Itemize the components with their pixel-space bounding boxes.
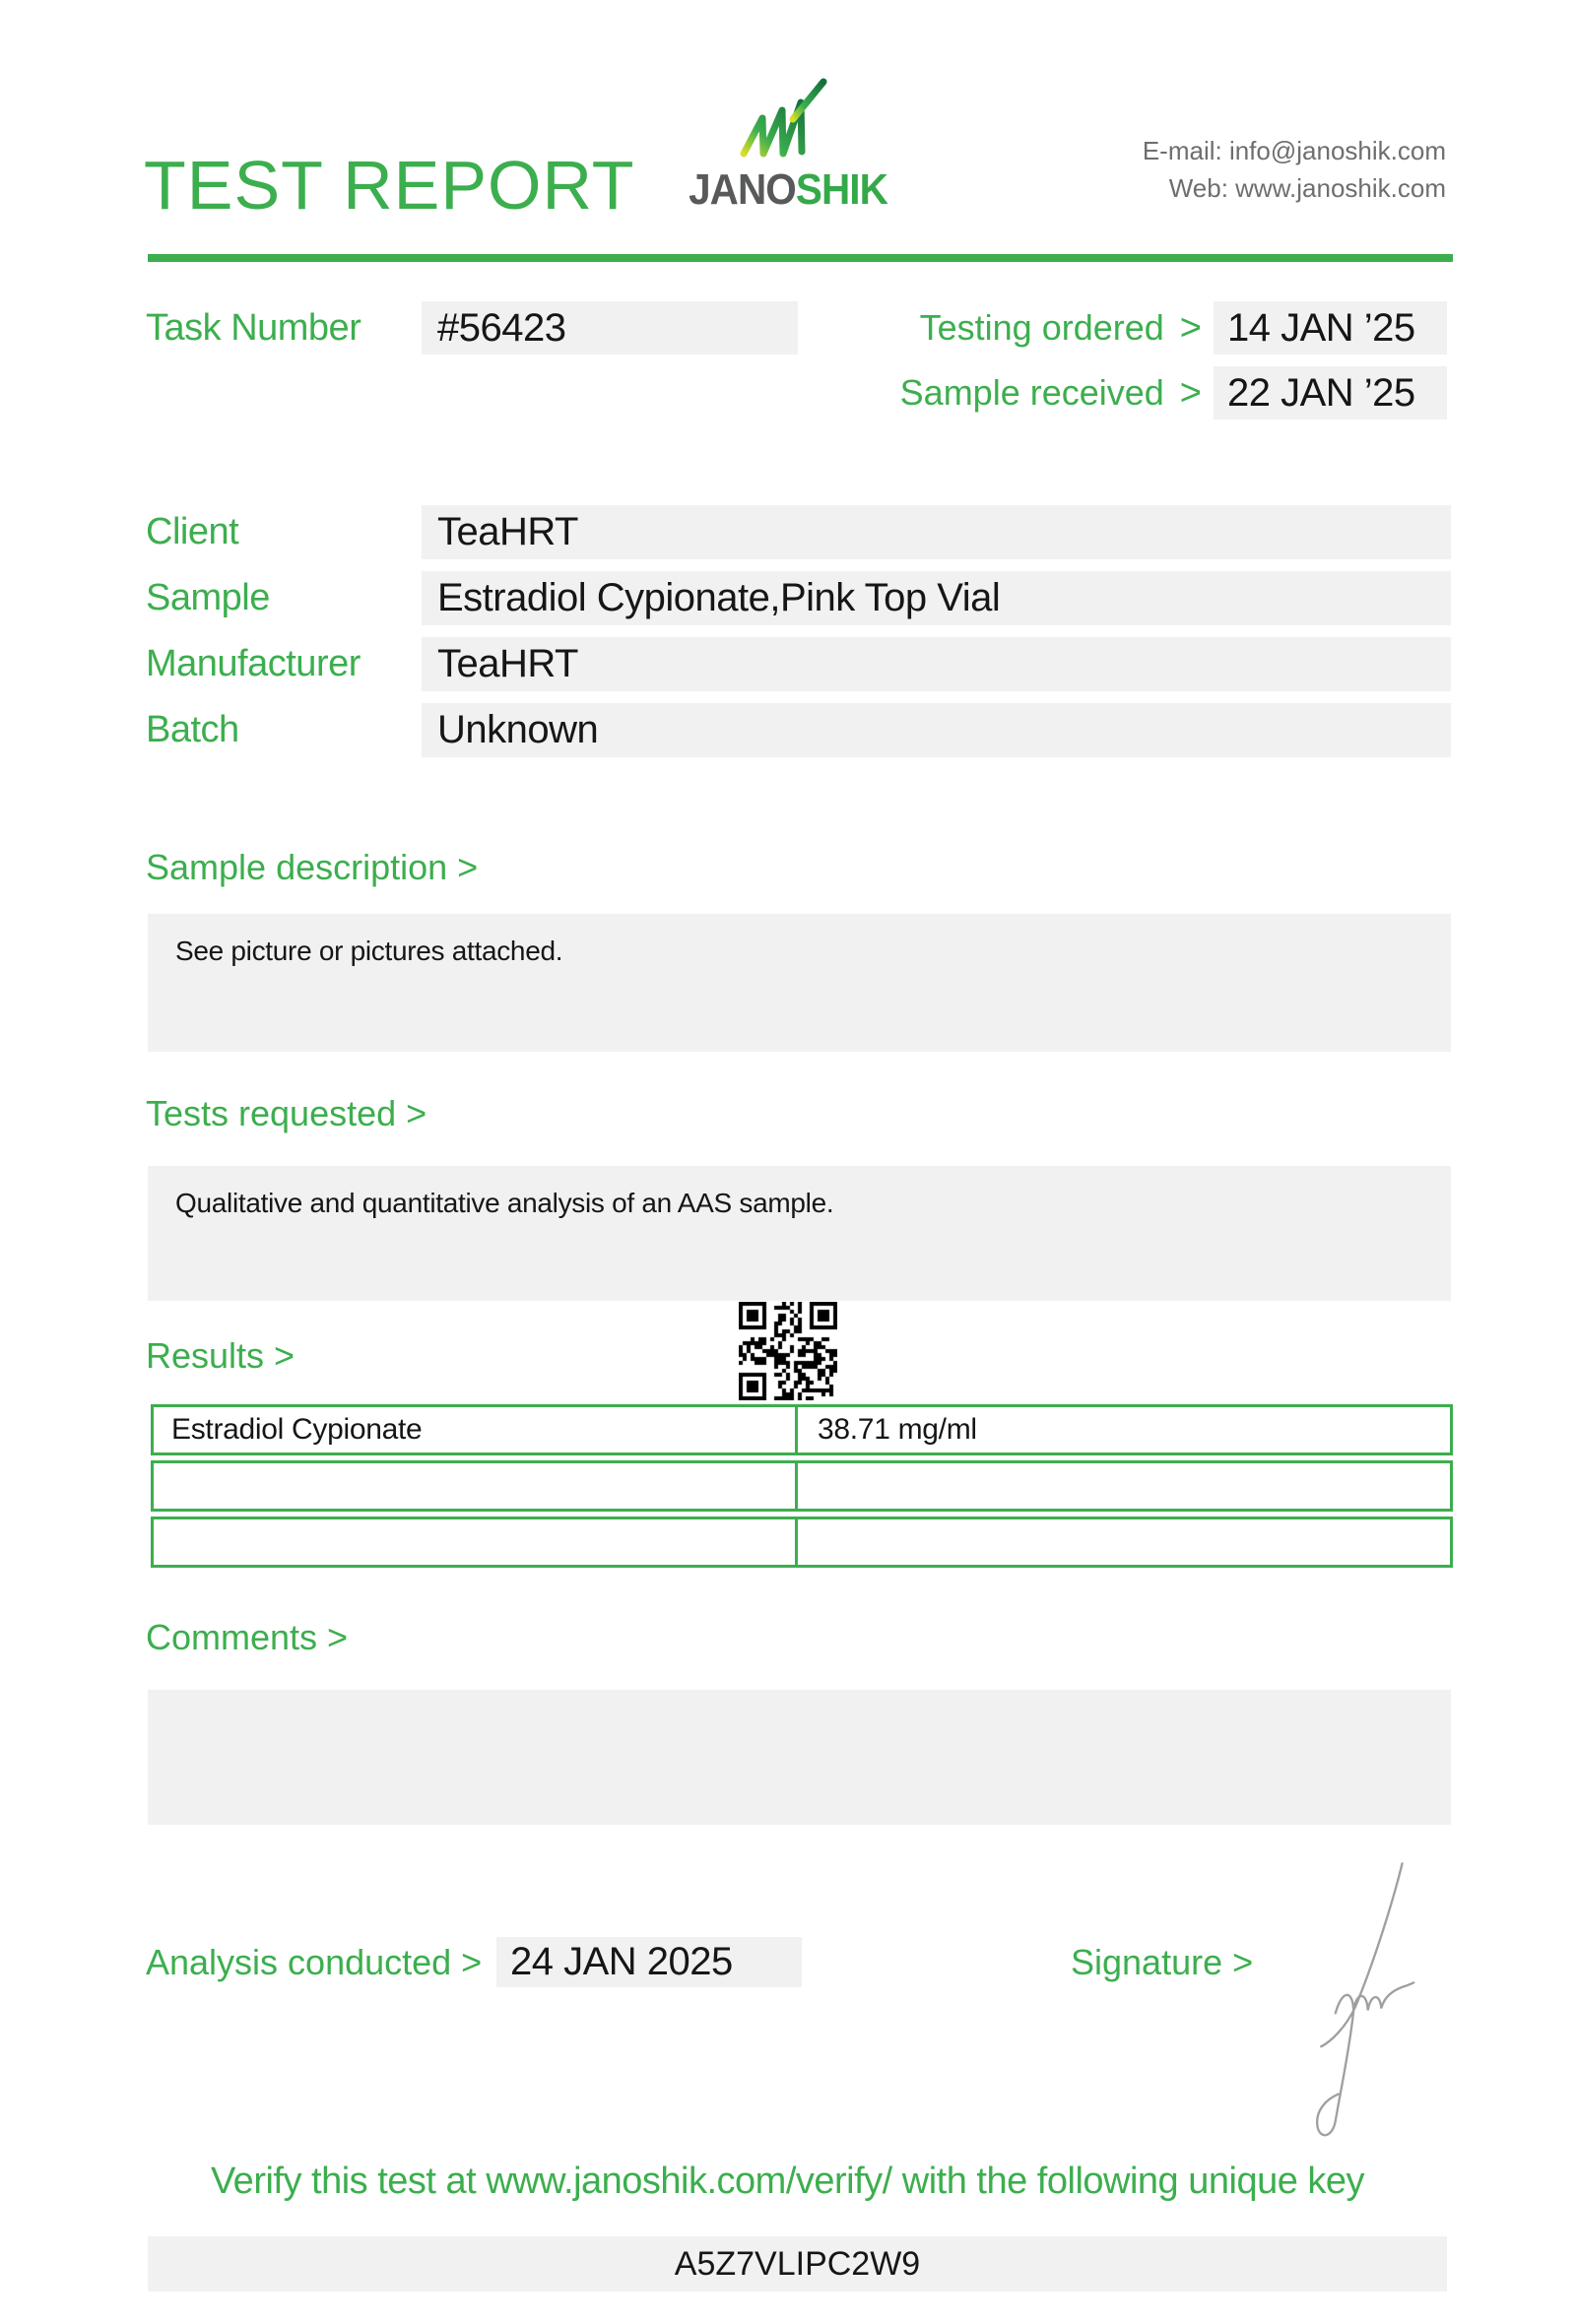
results-table — [151, 1404, 1453, 1573]
client-value: TeaHRT — [422, 505, 1451, 559]
testing-ordered-row — [920, 301, 1447, 355]
unique-key: A5Z7VLIPC2W9 — [148, 2236, 1447, 2292]
wordmark-shik: SHIK — [795, 165, 887, 214]
table-row — [151, 1460, 1453, 1512]
manufacturer-label: Manufacturer — [146, 643, 361, 684]
table-row — [151, 1517, 1453, 1568]
janoshik-wordmark — [689, 165, 887, 215]
comments-heading: Comments > — [146, 1617, 349, 1657]
sample-value: Estradiol Cypionate,Pink Top Vial — [422, 571, 1451, 625]
task-number-value: #56423 — [422, 301, 798, 355]
signature-image — [1280, 1846, 1438, 2142]
analyte-cell: Estradiol Cypionate — [154, 1407, 798, 1452]
client-label: Client — [146, 511, 239, 552]
analysis-conducted-label: Analysis conducted > — [146, 1941, 483, 1982]
contact-info — [1143, 132, 1446, 207]
testing-ordered-arrow: > — [1179, 306, 1202, 349]
analyte-cell — [154, 1519, 798, 1565]
sample-description-heading: Sample description > — [146, 847, 479, 887]
tests-requested-body: Qualitative and quantitative analysis of an AAS sample. — [148, 1166, 1451, 1301]
verify-instructions: Verify this test at www.janoshik.com/verify/ with the following unique key — [210, 2161, 1365, 2202]
testing-ordered-date: 14 JAN ’25 — [1214, 301, 1447, 355]
batch-label: Batch — [146, 709, 239, 750]
sample-received-date: 22 JAN ’25 — [1214, 366, 1447, 420]
batch-value: Unknown — [422, 703, 1451, 757]
signature-label: Signature > — [1071, 1941, 1254, 1982]
page-title: TEST REPORT — [144, 147, 635, 224]
header-divider — [148, 254, 1453, 262]
sample-received-label: Sample received — [899, 372, 1164, 413]
tests-requested-heading: Tests requested > — [146, 1093, 427, 1133]
manufacturer-value: TeaHRT — [422, 637, 1451, 691]
wordmark-jano: JANO — [689, 165, 796, 214]
result-cell: 38.71 mg/ml — [818, 1413, 977, 1446]
results-heading: Results > — [146, 1335, 296, 1376]
comments-body — [148, 1690, 1451, 1825]
sample-received-row — [900, 366, 1447, 420]
contact-web: Web: www.janoshik.com — [1168, 173, 1446, 203]
janoshik-logo-icon — [737, 75, 835, 161]
task-number-label: Task Number — [146, 306, 361, 349]
sample-received-arrow: > — [1179, 371, 1202, 414]
sample-description-body: See picture or pictures attached. — [148, 914, 1451, 1052]
contact-email: E-mail: info@janoshik.com — [1142, 136, 1446, 165]
table-row — [151, 1404, 1453, 1455]
analyte-cell — [154, 1463, 798, 1509]
analysis-conducted-date: 24 JAN 2025 — [496, 1937, 802, 1987]
qr-code — [739, 1302, 837, 1400]
result-cell — [798, 1463, 1450, 1509]
sample-label: Sample — [146, 577, 270, 618]
testing-ordered-label: Testing ordered — [919, 307, 1164, 348]
result-cell — [798, 1519, 1450, 1565]
